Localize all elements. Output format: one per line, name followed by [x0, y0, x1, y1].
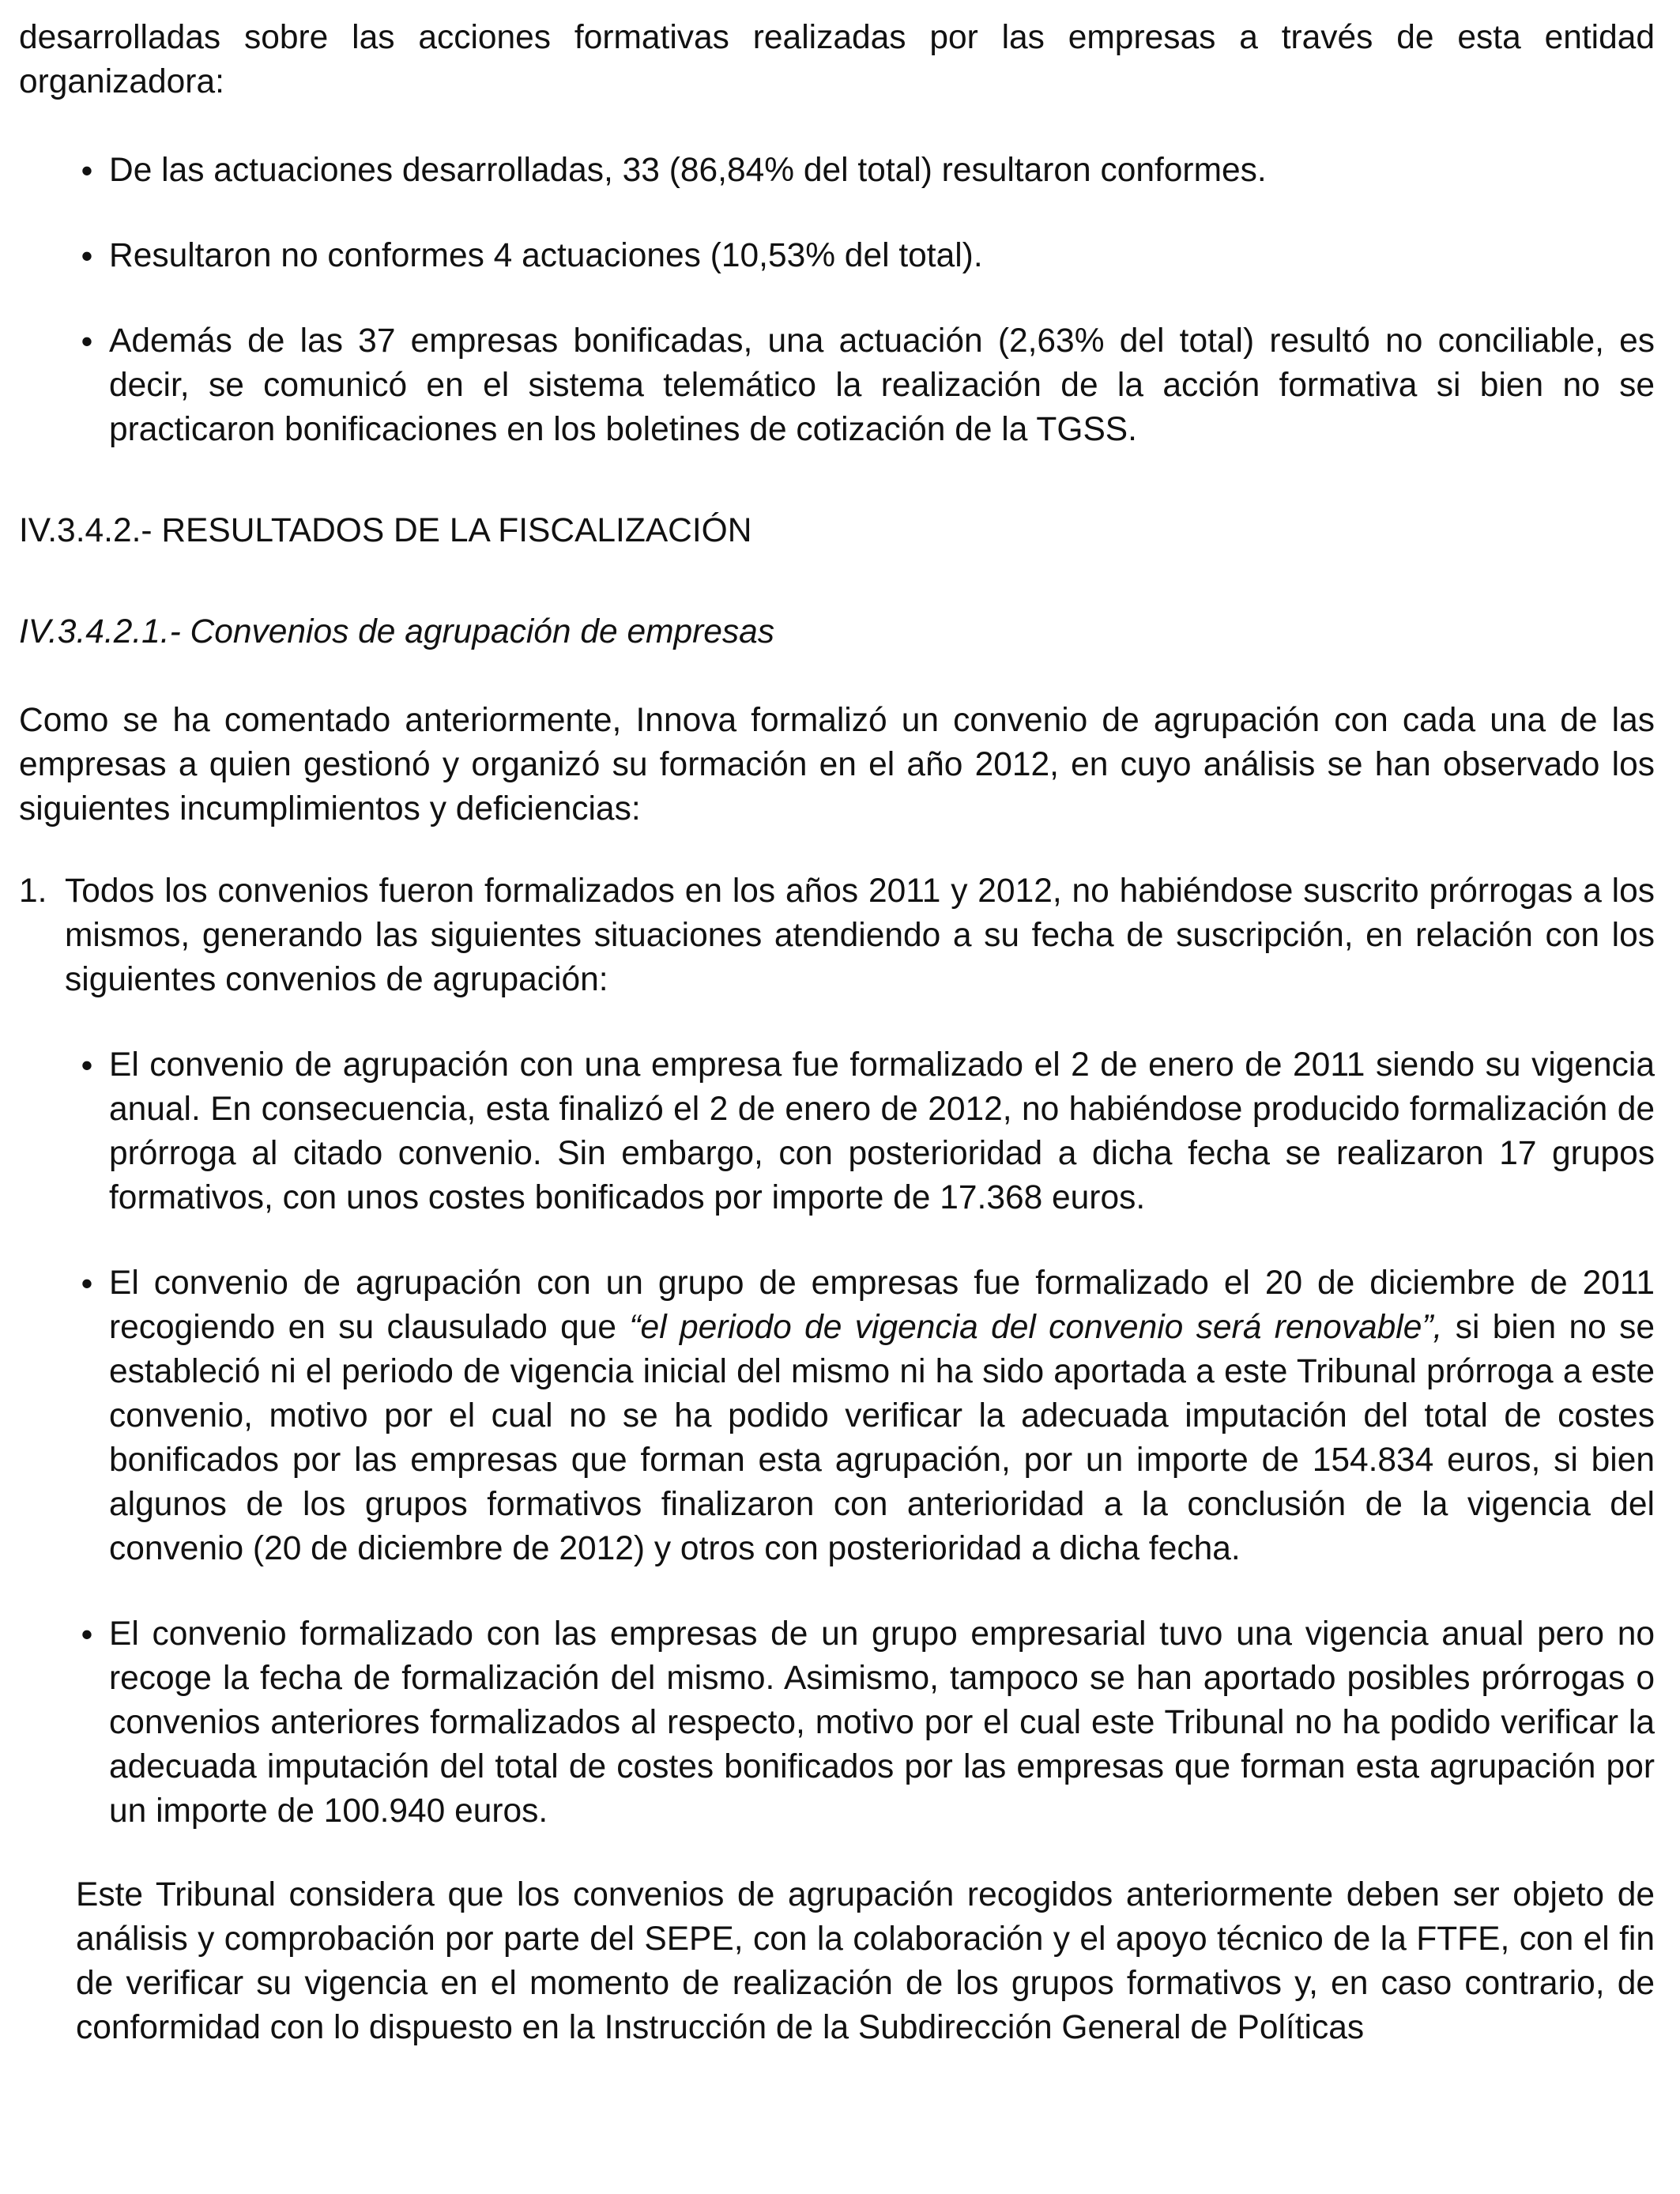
bullet-text: El convenio de agrupación con una empresa fue formalizado el 2 de enero de 2011 siendo su vigencia anual. En consecuencia, esta finalizó el 2 de enero de 2012, no habiéndose producido formalización de prórroga al citado convenio. Sin embargo, con posterioridad a dicha fecha se realizaron 17 grupos formativos, con unos costes bonificados por importe de 17.368 euros.	[109, 1046, 1655, 1216]
bullet-icon: •	[81, 237, 93, 274]
subsection-heading: IV.3.4.2.1.- Convenios de agrupación de empresas	[19, 613, 775, 650]
bullet-icon: •	[81, 152, 93, 189]
bullet-text: El convenio formalizado con las empresas de un grupo empresarial tuvo una vigencia anual pero no recoge la fecha de formalización del mismo. Asimismo, tampoco se han aportado posibles prórrogas o convenios anteriores formalizados al respecto, motivo por el cual este Tribunal no ha podido verificar la adecuada imputación del total de costes bonificados por las empresas que forman esta agrupación por un importe de 100.940 euros.	[109, 1615, 1655, 1830]
item-text: Todos los convenios fueron formalizados en los años 2011 y 2012, no habiéndose suscrito prórrogas a los mismos, generando las siguientes situaciones atendiendo a su fecha de suscripción, en relación con los siguientes convenios de agrupación:	[65, 873, 1655, 998]
bullet-text-part: si bien no se estableció ni el periodo de vigencia inicial del mismo ni ha sido aportada a este Tribunal prórroga a este convenio, motivo por el cual no se ha podido verificar la adecuada imputación del total de costes bonificados por las empresas que forman esta agrupación, por un importe de 154.834 euros, si bien algunos de los grupos formativos finalizaron con anterioridad a la conclusión de la vigencia del convenio (20 de diciembre de 2012) y otros con posterioridad a dicha fecha.	[109, 1309, 1655, 1567]
bullet-icon: •	[81, 322, 93, 360]
bullet-icon: •	[81, 1265, 93, 1302]
quoted-clause: “el periodo de vigencia del convenio será renovable”,	[629, 1309, 1443, 1346]
bullet-text-part: El convenio de agrupación con un grupo de empresas fue formalizado el 20 de diciembre de 2011 recogiendo en su clausulado que	[109, 1265, 1655, 1346]
item-number: 1.	[19, 873, 47, 910]
bullet-text: Resultaron no conformes 4 actuaciones (10,53% del total).	[109, 237, 983, 274]
section-heading: IV.3.4.2.- RESULTADOS DE LA FISCALIZACIÓN	[19, 512, 752, 549]
bullet-text	[109, 1261, 1655, 1571]
paragraph: Como se ha comentado anteriormente, Innova formalizó un convenio de agrupación con cada una de las empresas a quien gestionó y organizó su formación en el año 2012, en cuyo análisis se han observado los siguientes incumplimientos y deficiencias:	[19, 702, 1655, 827]
intro-paragraph: desarrolladas sobre las acciones formativas realizadas por las empresas a través de esta entidad organizadora:	[19, 19, 1655, 100]
bullet-icon: •	[81, 1046, 93, 1084]
bullet-text: De las actuaciones desarrolladas, 33 (86,84% del total) resultaron conformes.	[109, 152, 1267, 189]
bullet-text: Además de las 37 empresas bonificadas, una actuación (2,63% del total) resultó no conciliable, es decir, se comunicó en el sistema telemático la realización de la acción formativa si bien no se practicaron bonificaciones en los boletines de cotización de la TGSS.	[109, 322, 1655, 448]
closing-paragraph: Este Tribunal considera que los convenios de agrupación recogidos anteriormente deben ser objeto de análisis y comprobación por parte del SEPE, con la colaboración y el apoyo técnico de la FTFE, con el fin de verificar su vigencia en el momento de realización de los grupos formativos y, en caso contrario, de conformidad con lo dispuesto en la Instrucción de la Subdirección General de Políticas	[76, 1876, 1655, 2046]
bullet-icon: •	[81, 1615, 93, 1653]
